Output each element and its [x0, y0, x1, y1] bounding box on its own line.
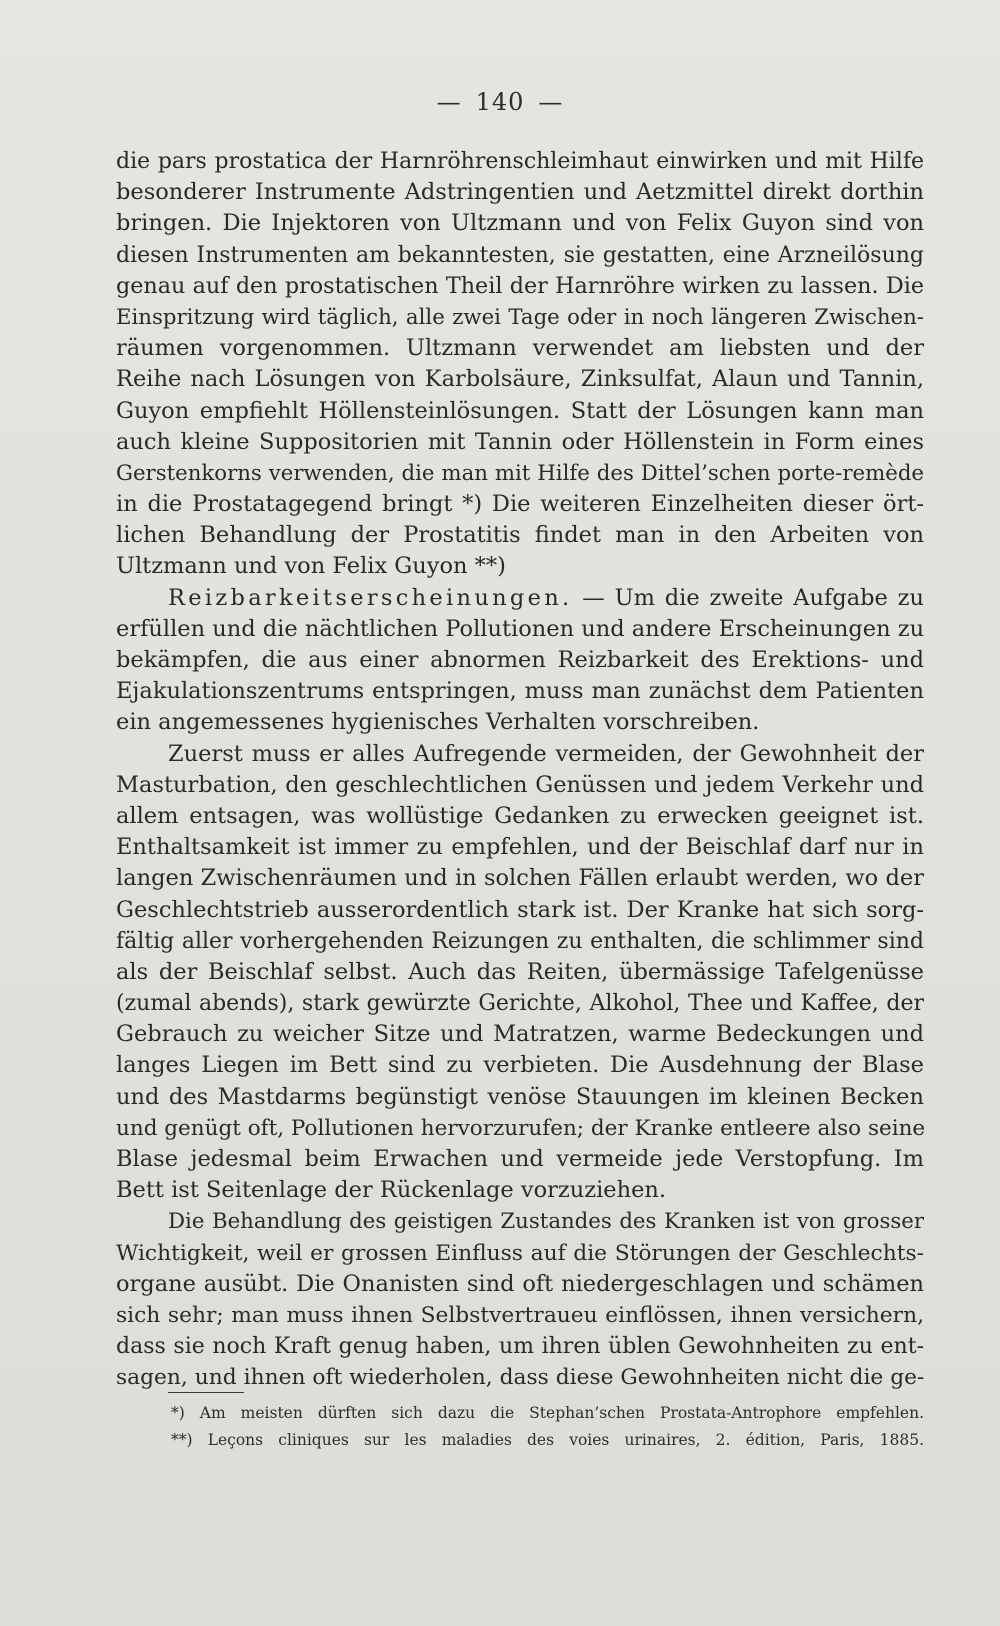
text-line: Die Behandlung des geistigen Zustandes des Kranken ist von grosser [168, 1209, 924, 1235]
text-line: Zuerst muss er alles Aufregende vermeiden, der Gewohnheit der [168, 740, 924, 767]
footnote: *) Am meisten dürften sich dazu die Stephan’schen Prostata-Antrophore empfehlen. [171, 1404, 924, 1422]
page-number-header [0, 88, 1000, 116]
text-line: räumen vorgenommen. Ultzmann verwendet am liebsten und der [116, 335, 924, 362]
folio-dash-left: — [436, 88, 462, 116]
text-line: genau auf den prostatischen Theil der Harnröhre wirken zu lassen. Die [116, 272, 924, 299]
text-line: bringen. Die Injektoren von Ultzmann und von Felix Guyon sind von [116, 210, 924, 237]
text-line: auch kleine Suppositorien mit Tannin oder Höllenstein in Form eines [116, 428, 924, 455]
text-line: langes Liegen im Bett sind zu verbieten. Die Ausdehnung der Blase [116, 1052, 924, 1079]
text-line: Ejakulationszentrums entspringen, muss man zunächst dem Patienten [116, 678, 924, 705]
page-number: 140 [475, 88, 525, 116]
text-line: (zumal abends), stark gewürzte Gerichte, Alkohol, Thee und Kaffee, der [116, 991, 924, 1017]
folio-dash-right: — [538, 88, 564, 116]
text-line: allem entsagen, was wollüstige Gedanken zu erwecken geeignet ist. [116, 802, 924, 829]
text-line: Gerstenkorns verwenden, die man mit Hilfe des Dittel’schen porte-remède [116, 460, 924, 486]
footnotes [116, 1400, 924, 1454]
text-line: Enthaltsamkeit ist immer zu empfehlen, und der Beischlaf darf nur in [116, 834, 924, 861]
text-line: Einspritzung wird täglich, alle zwei Tage oder in noch längeren Zwischen- [116, 304, 924, 330]
text-line: organe ausübt. Die Onanisten sind oft niedergeschlagen und schämen [116, 1270, 924, 1297]
text-line: dass sie noch Kraft genug haben, um ihren üblen Gewohnheiten zu ent- [116, 1334, 924, 1360]
paragraph-heading-line [116, 583, 924, 614]
text-line: Gebrauch zu weicher Sitze und Matratzen, warme Bedeckungen und [116, 1021, 924, 1048]
text-line: lichen Behandlung der Prostatitis findet man in den Arbeiten von [116, 522, 924, 549]
footnote-separator-rule [168, 1392, 244, 1393]
text-line: erfüllen und die nächtlichen Pollutionen und andere Erscheinungen zu [116, 615, 925, 642]
body-text [116, 146, 924, 1394]
text-line: und des Mastdarms begünstigt venöse Stauungen im kleinen Becken [116, 1083, 924, 1110]
footnote: **) Leçons cliniques sur les maladies des voies urinaires, 2. édition, Paris, 1885. [171, 1431, 924, 1449]
text-line: diesen Instrumenten am bekanntesten, sie gestatten, eine Arzneilösung [116, 242, 924, 268]
heading-rest: — Um die zweite Aufgabe zu [572, 584, 924, 611]
text-line: in die Prostatagegend bringt *) Die weiteren Einzelheiten dieser ört- [116, 491, 924, 518]
text-line: die pars prostatica der Harnröhrenschleimhaut einwirken und mit Hilfe [116, 149, 924, 174]
text-line: als der Beischlaf selbst. Auch das Reiten, übermässige Tafelgenüsse [116, 958, 924, 985]
text-line: besonderer Instrumente Adstringentien und Aetzmittel direkt dorthin [116, 179, 924, 206]
text-line: Geschlechtstrieb ausserordentlich stark ist. Der Kranke hat sich sorg- [116, 896, 924, 923]
text-line: Blase jedesmal beim Erwachen und vermeide jede Verstopfung. Im [116, 1146, 924, 1172]
text-line: ein angemessenes hygienisches Verhalten vorschreiben. [116, 709, 760, 736]
text-line: Bett ist Seitenlage der Rückenlage vorzuziehen. [116, 1177, 667, 1204]
text-line: Reihe nach Lösungen von Karbolsäure, Zinksulfat, Alaun und Tannin, [116, 366, 924, 393]
text-line: sagen, und ihnen oft wiederholen, dass diese Gewohnheiten nicht die ge- [116, 1365, 925, 1391]
text-line: Masturbation, den geschlechtlichen Genüssen und jedem Verkehr und [116, 771, 924, 798]
text-line: sich sehr; man muss ihnen Selbstvertraueu einflössen, ihnen versichern, [116, 1302, 924, 1328]
text-line: Wichtigkeit, weil er grossen Einfluss auf die Störungen der Geschlechts- [116, 1240, 924, 1266]
text-line: Ultzmann und von Felix Guyon **) [116, 553, 506, 580]
text-line: bekämpfen, die aus einer abnormen Reizbarkeit des Erektions- und [116, 647, 924, 673]
text-line: fältig aller vorhergehenden Reizungen zu enthalten, die schlimmer sind [116, 928, 924, 954]
spaced-heading: Reizbarkeitserscheinungen. [168, 584, 573, 611]
text-line: Guyon empfiehlt Höllensteinlösungen. Statt der Lösungen kann man [116, 397, 924, 424]
text-line: und genügt oft, Pollutionen hervorzurufen; der Kranke entleere also seine [116, 1115, 926, 1141]
text-line: langen Zwischenräumen und in solchen Fällen erlaubt werden, wo der [116, 865, 924, 892]
